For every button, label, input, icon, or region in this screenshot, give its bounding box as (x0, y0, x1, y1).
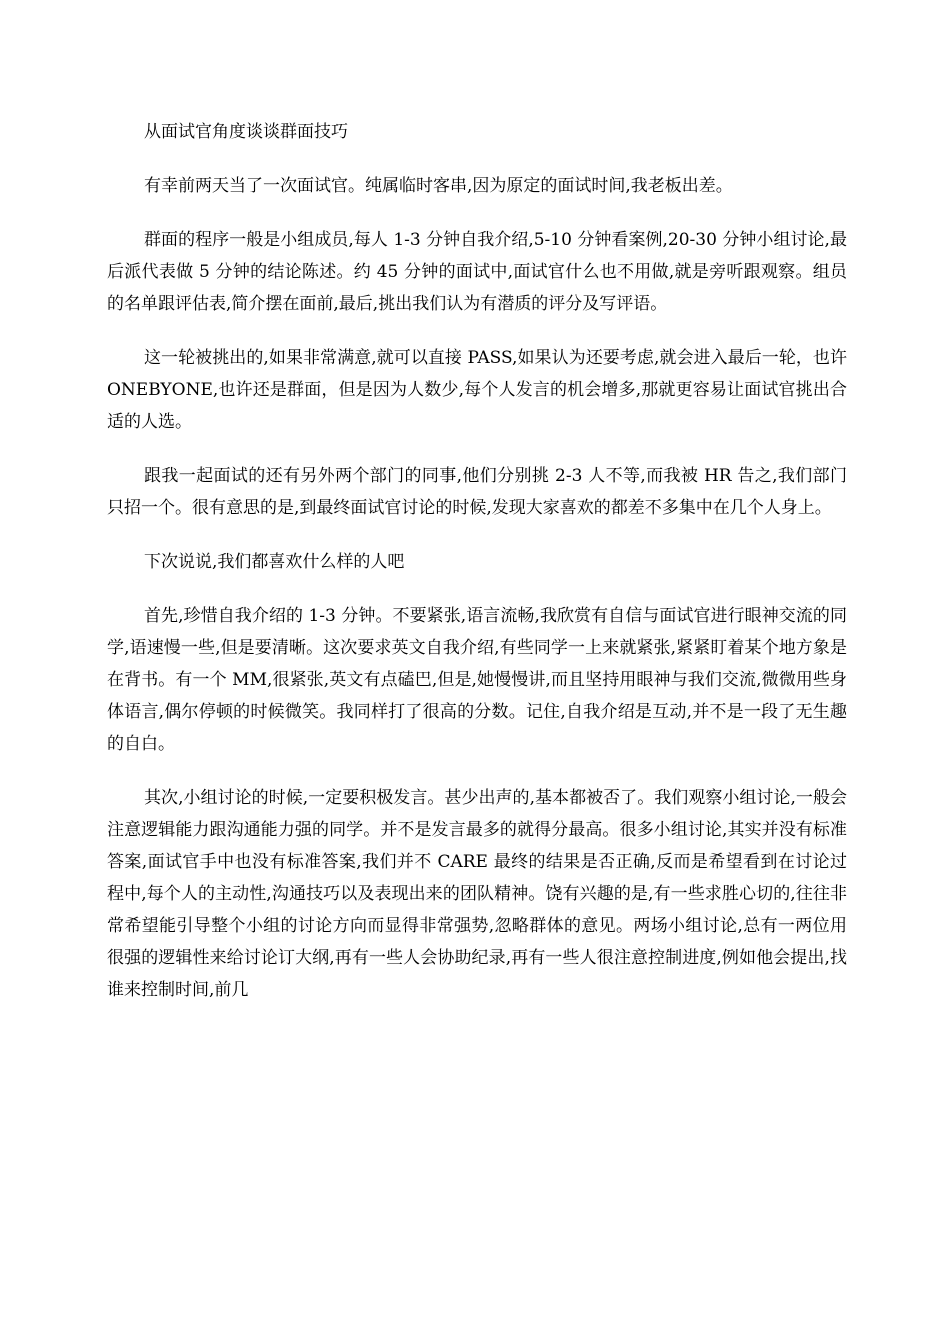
paragraph-self-intro: 首先,珍惜自我介绍的 1-3 分钟。不要紧张,语言流畅,我欣赏有自信与面试官进行眼神交流的同学,语速慢一些,但是要清晰。这次要求英文自我介绍,有些同学一上来就紧张,紧紧盯着某个地方象是在背书。有一个 MM,很紧张,英文有点磕巴,但是,她慢慢讲,而且坚持用眼神与我们交流,微微用些身体语言,偶尔停顿的时候微笑。我同样打了很高的分数。记住,自我介绍是互动,并不是一段了无生趣的自白。 (107, 606, 847, 754)
document-page (107, 116, 847, 1028)
document-title: 从面试官角度谈谈群面技巧 (144, 122, 348, 142)
paragraph-group-discussion: 其次,小组讨论的时候,一定要积极发言。甚少出声的,基本都被否了。我们观察小组讨论,一般会注意逻辑能力跟沟通能力强的同学。并不是发言最多的就得分最高。很多小组讨论,其实并没有标准答案,面试官手中也没有标准答案,我们并不 CARE 最终的结果是否正确,反而是希望看到在讨论过程中,每个人的主动性,沟通技巧以及表现出来的团队精神。饶有兴趣的是,有一些求胜心切的,往往非常希望能引导整个小组的讨论方向而显得非常强势,忽略群体的意见。两场小组讨论,总有一两位用很强的逻辑性来给讨论订大纲,再有一些人会协助纪录,再有一些人很注意控制进度,例如他会提出,找谁来控制时间,前几 (107, 788, 847, 1000)
paragraph-next-topic: 下次说说,我们都喜欢什么样的人吧 (144, 552, 405, 572)
paragraph-intro: 有幸前两天当了一次面试官。纯属临时客串,因为原定的面试时间,我老板出差。 (144, 176, 733, 196)
paragraph-next-round: 这一轮被挑出的,如果非常满意,就可以直接 PASS,如果认为还要考虑,就会进入最后一轮，也许 ONEBYONE,也许还是群面，但是因为人数少,每个人发言的机会增多,那就更容易让面试官挑出合适的人选。 (107, 348, 847, 432)
paragraph-colleagues: 跟我一起面试的还有另外两个部门的同事,他们分别挑 2-3 人不等,而我被 HR 告之,我们部门只招一个。很有意思的是,到最终面试官讨论的时候,发现大家喜欢的都差不多集中在几个人身上。 (107, 466, 847, 518)
paragraph-procedure: 群面的程序一般是小组成员,每人 1-3 分钟自我介绍,5-10 分钟看案例,20-30 分钟小组讨论,最后派代表做 5 分钟的结论陈述。约 45 分钟的面试中,面试官什么也不用做,就是旁听跟观察。组员的名单跟评估表,简介摆在面前,最后,挑出我们认为有潜质的评分及写评语。 (107, 230, 847, 314)
